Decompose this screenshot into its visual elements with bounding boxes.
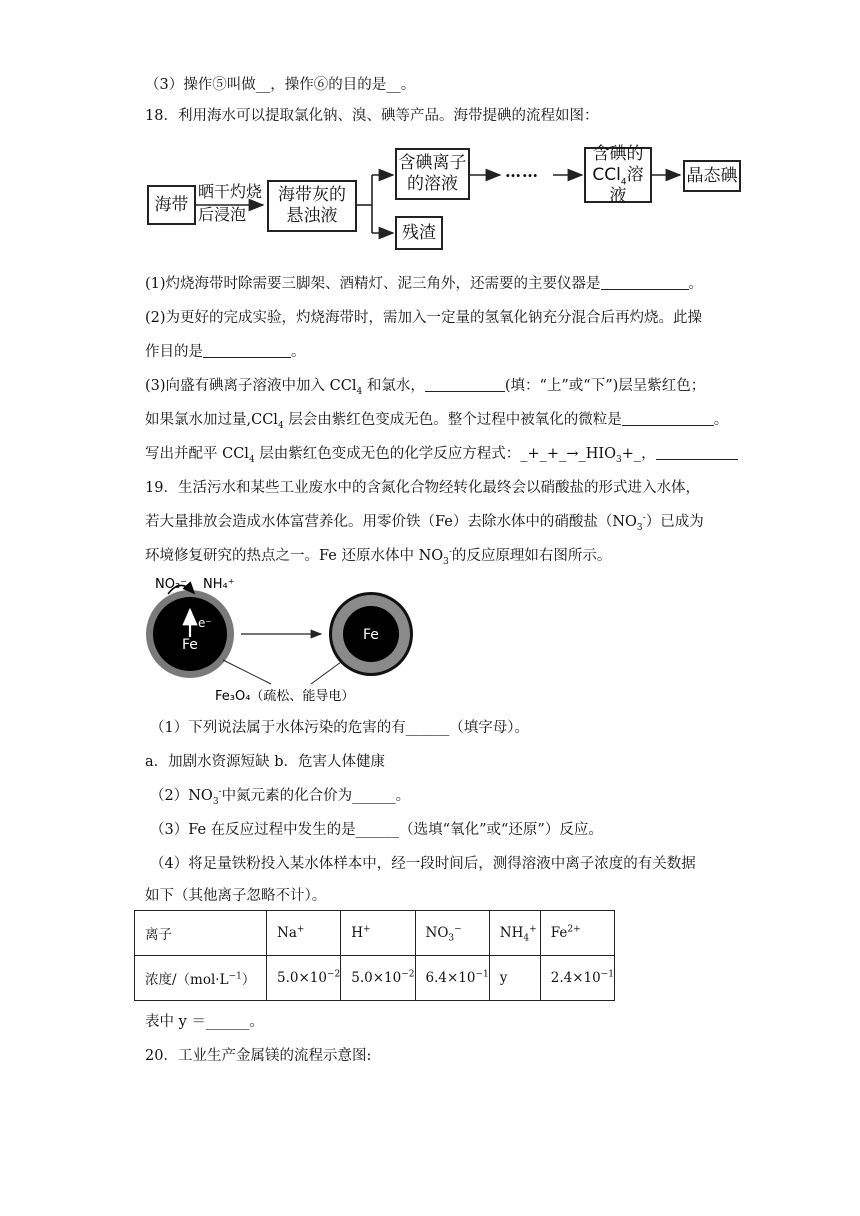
fe-label-left: Fe xyxy=(182,637,198,653)
table-cell: $Fe^{2+}$ xyxy=(540,911,614,956)
table-cell: $NO_3^-$ xyxy=(415,911,489,956)
table-cell: H+ xyxy=(341,911,415,956)
q18-part2-line2: 作目的是 。 xyxy=(145,344,306,360)
fe-label-right: Fe xyxy=(363,627,379,643)
q18-part1: (1)灼烧海带时除需要三脚架、酒精灯、泥三角外，还需要的主要仪器是 。 xyxy=(145,276,704,292)
fe3o4-caption: Fe₃O₄（疏松、能导电） xyxy=(215,689,355,704)
q19-line2: 若大量排放会造成水体富营养化。用零价铁（Fe）去除水体中的硝酸盐$(NO_3^-)$已成为 xyxy=(145,513,704,533)
table-cell: $5.0\times 10^{-2}$ xyxy=(341,956,415,1001)
flow-dots: …… xyxy=(505,162,539,181)
flow-step-label: 晒干灼烧 后浸泡 xyxy=(198,182,263,224)
q19-line1: 19．生活污水和某些工业废水中的含氮化合物经转化最终会以硝酸盐的形式进入水体， xyxy=(145,480,700,496)
box-crystal-iodine: 晶态碘 xyxy=(683,160,741,192)
fe-reduction-diagram xyxy=(143,572,433,710)
ion-concentration-table xyxy=(134,910,615,1001)
q19-part1: （1）下列说法属于水体污染的危害的有______（填字母）。 xyxy=(150,720,529,736)
table-cell: $6.4\times 10^{-1}$ xyxy=(415,956,489,1001)
q17-part3: （3）操作⑤叫做__，操作⑥的目的是__。 xyxy=(145,77,416,93)
q19-part1-options: a．加剧水资源短缺 b．危害人体健康 xyxy=(145,754,386,770)
box-suspension: 海带灰的 悬浊液 xyxy=(267,180,357,232)
table-cell: 浓度$/(mol\cdot L^{-1})$ xyxy=(135,956,267,1001)
q19-part4-line2: 如下（其他离子忽略不计）。 xyxy=(145,888,327,904)
q18-part2-line1: (2)为更好的完成实验，灼烧海带时，需加入一定量的氢氧化钠充分混合后再灼烧。此操 xyxy=(145,310,703,326)
table-row xyxy=(135,956,615,1001)
q18-intro: 18．利用海水可以提取氯化钠、溴、碘等产品。海带提碘的流程如图： xyxy=(145,108,599,124)
box-ccl4-solution: 含碘的 CCl$_4$溶液 xyxy=(584,147,652,203)
box-iodide-solution: 含碘离子 的溶液 xyxy=(395,148,470,200)
q19-part3: （3）Fe 在反应过程中发生的是______（选填“氧化”或“还原”）反应。 xyxy=(150,822,603,838)
nh4-label: NH₄⁺ xyxy=(203,577,235,592)
q19-part2: $(2)NO_3^-$中氮元素的化合价为______。 xyxy=(150,787,411,807)
electron-label: e⁻ xyxy=(198,616,212,630)
table-cell: $NH_4^+$ xyxy=(489,911,540,956)
no3-label: NO₃⁻ xyxy=(155,577,188,592)
table-cell: $2.4\times 10^{-1}$ xyxy=(540,956,614,1001)
table-cell: Na+ xyxy=(267,911,341,956)
table-header-row xyxy=(135,911,615,956)
q20-title: 20．工业生产金属镁的流程示意图: xyxy=(145,1048,372,1064)
box-haidai: 海带 xyxy=(147,185,196,225)
box-residue: 残渣 xyxy=(395,216,443,250)
table-cell: y xyxy=(489,956,540,1001)
q19-table-answer: 表中 y ＝______。 xyxy=(145,1014,264,1030)
q19-part4-line1: （4）将足量铁粉投入某水体样本中，经一段时间后，测得溶液中离子浓度的有关数据 xyxy=(150,856,696,872)
q18-part3-line1: (3)向盛有碘离子溶液中加入 CCl$_4$ 和氯水， (填：“上”或“下”)层呈紫红色； xyxy=(145,378,706,397)
table-cell: 离子 xyxy=(135,911,267,956)
table-cell: $5.0\times 10^{-2}$ xyxy=(267,956,341,1001)
q18-part3-line2: 如果氯水加过量,CCl$_4$ 层会由紫红色变成无色。整个过程中被氧化的微粒是 。 xyxy=(145,412,729,431)
q19-line3: 环境修复研究的热点之一。Fe 还原水体中 $NO_3^-$的反应原理如右图所示。 xyxy=(145,547,612,567)
q18-part3-line3: 写出并配平 CCl$_4$ 层由紫红色变成无色的化学反应方程式：$\_+\_+\_\to\_HIO_3+\_$， xyxy=(145,444,738,464)
